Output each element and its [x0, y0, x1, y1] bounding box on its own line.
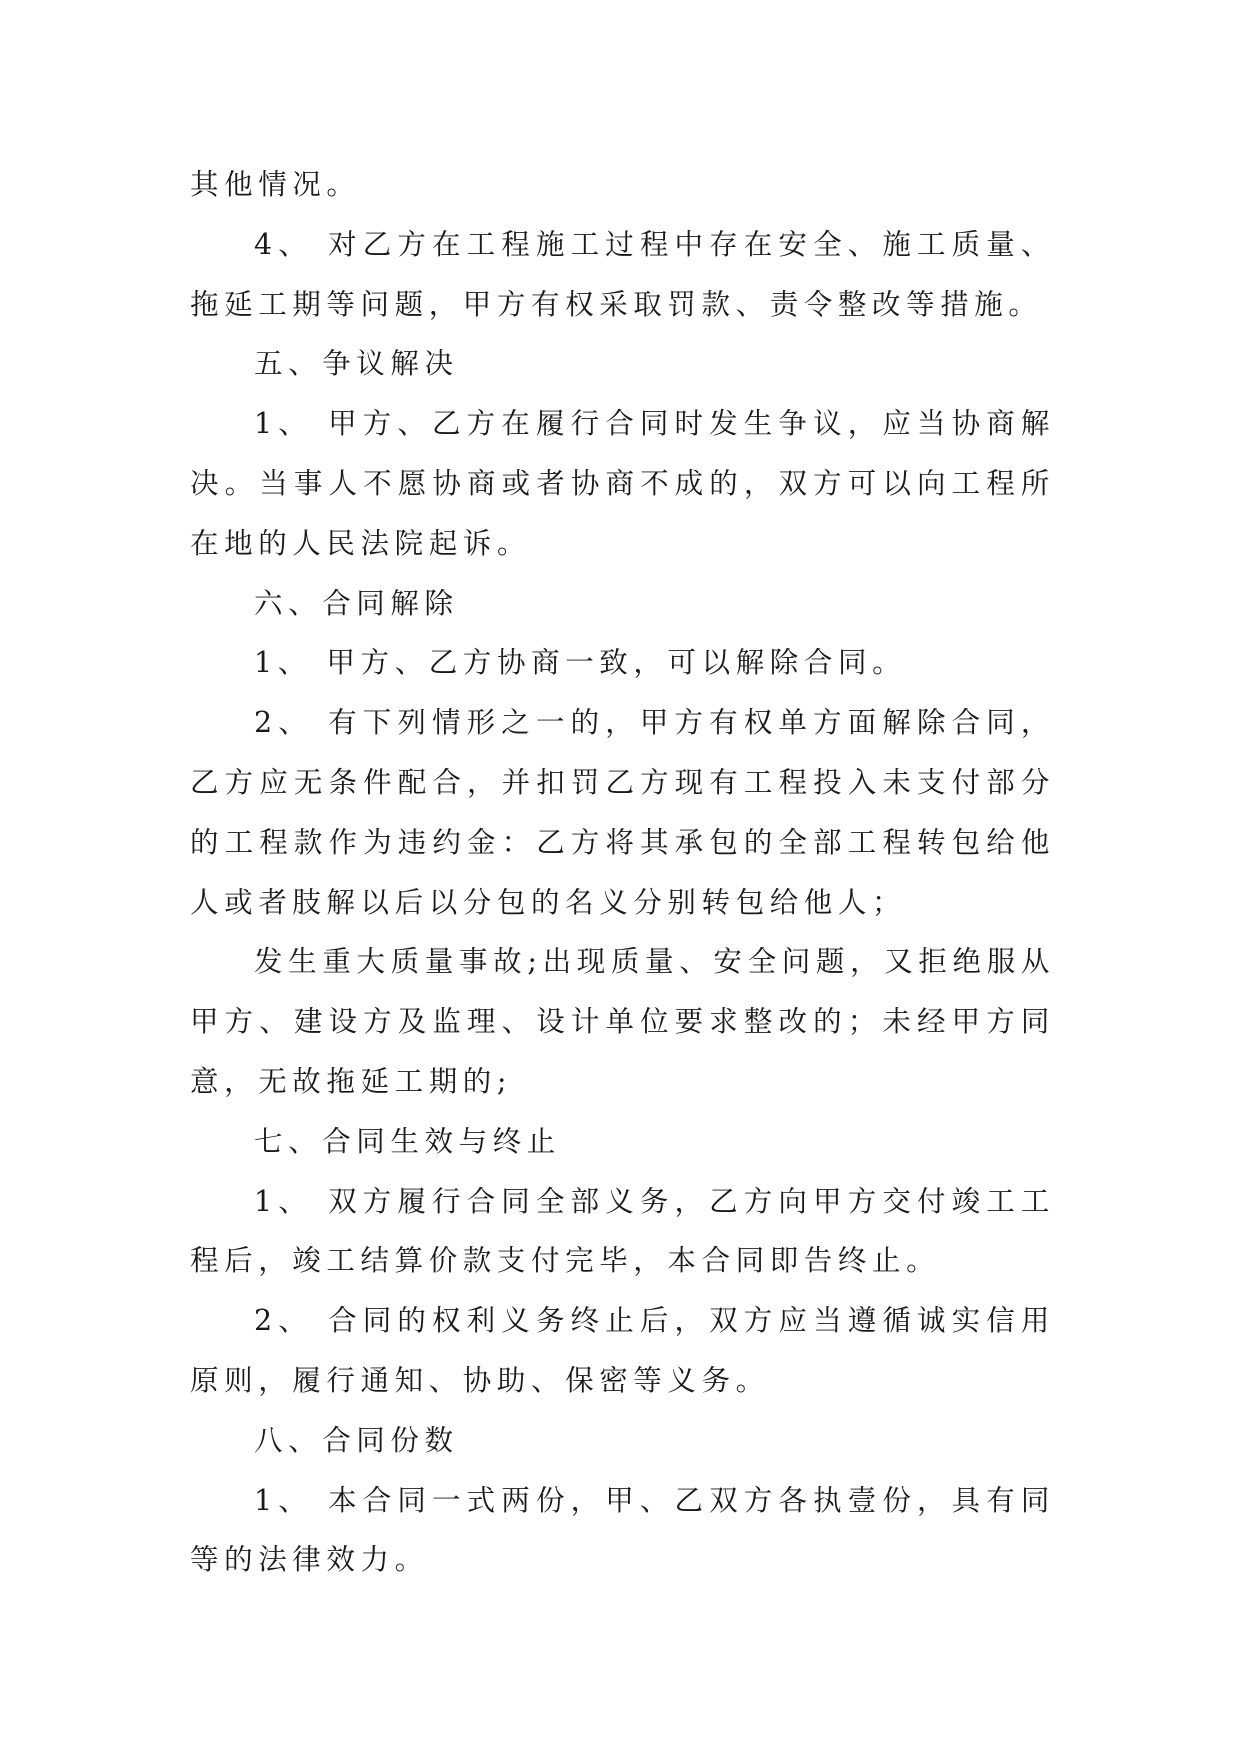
section-heading-copies: 八、合同份数: [254, 1423, 459, 1457]
section-heading-effect-and-end: 七、合同生效与终止: [254, 1124, 561, 1158]
paragraph-effect-clause-1: 1、 双方履行合同全部义务，乙方向甲方交付竣工工程后，竣工结算价款支付完毕，本合同即告终止。: [190, 1184, 1055, 1278]
paragraph-termination-clause-1: 1、 甲方、乙方协商一致，可以解除合同。: [254, 646, 907, 680]
paragraph-effect-clause-2: 2、 合同的权利义务终止后，双方应当遵循诚实信用原则，履行通知、协助、保密等义务。: [190, 1304, 1055, 1397]
document-body: [190, 155, 1055, 1590]
section-heading-contract-termination: 六、合同解除: [254, 586, 459, 620]
paragraph-dispute-clause-1: 1、 甲方、乙方在履行合同时发生争议，应当协商解决。当事人不愿协商或者协商不成的，双方可以向工程所在地的人民法院起诉。: [190, 407, 1055, 560]
paragraph-copies-clause-1: 1、 本合同一式两份，甲、乙双方各执壹份，具有同等的法律效力。: [190, 1483, 1055, 1577]
paragraph-clause-4-penalties: 4、 对乙方在工程施工过程中存在安全、施工质量、拖延工期等问题，甲方有权采取罚款、责令整改等措施。: [190, 227, 1055, 321]
paragraph-other-situations: 其他情况。: [190, 168, 361, 201]
paragraph-termination-clause-2: 2、 有下列情形之一的，甲方有权单方面解除合同，乙方应无条件配合，并扣罚乙方现有工程投入未支付部分的工程款作为违约金：乙方将其承包的全部工程转包给他人或者肢解以后以分包的名义分别转包给他人；: [190, 706, 1055, 919]
section-heading-dispute-resolution: 五、争议解决: [254, 347, 459, 381]
paragraph-termination-conditions: 发生重大质量事故;出现质量、安全问题，又拒绝服从甲方、建设方及监理、设计单位要求整改的；未经甲方同意，无故拖延工期的;: [190, 945, 1055, 1098]
